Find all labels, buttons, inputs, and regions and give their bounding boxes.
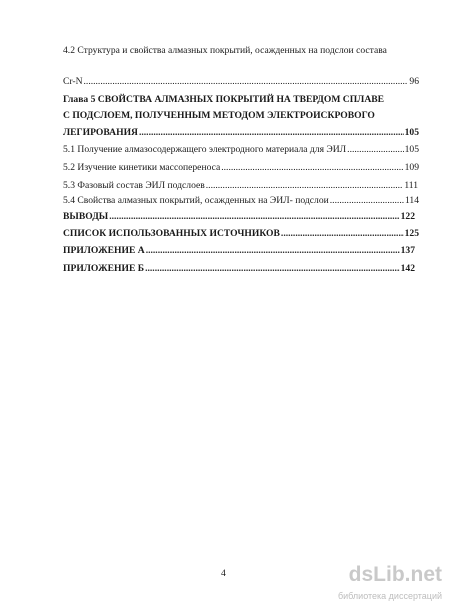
toc-entry-text: ПРИЛОЖЕНИЕ Б: [63, 263, 145, 274]
toc-chapter-5-line1: Глава 5 СВОЙСТВА АЛМАЗНЫХ ПОКРЫТИЙ НА ТВЕРДОМ СПЛАВЕ: [63, 94, 385, 105]
toc-leader-dots: [347, 144, 403, 156]
toc-entry-4-2-text: Cr-N: [63, 76, 83, 87]
toc-entry-text: 5.2 Изучение кинетики массопереноса: [63, 162, 221, 173]
toc-entry-5-4: [63, 195, 419, 207]
toc-entry-appendix-a: [63, 245, 415, 257]
toc-leader-dots: [139, 127, 404, 139]
toc-entry-text: 5.3 Фазовый состав ЭИЛ подслоев: [63, 180, 205, 191]
toc-leader-dots: [84, 76, 409, 88]
toc-chapter-5-text: ЛЕГИРОВАНИЯ: [63, 127, 138, 138]
toc-entry-5-2: [63, 162, 419, 174]
toc-entry-page: 114: [404, 195, 419, 206]
watermark-subtitle: библиотека диссертаций: [337, 591, 442, 601]
watermark-brand: dsLib.net: [348, 563, 442, 586]
toc-chapter-5-line2: С ПОДСЛОЕМ, ПОЛУЧЕННЫМ МЕТОДОМ ЭЛЕКТРОИСКРОВОГО: [63, 110, 375, 121]
toc-entry-5-1: [63, 144, 419, 156]
toc-leader-dots: [330, 195, 404, 207]
toc-entry-references: [63, 228, 419, 240]
toc-entry-page: 137: [400, 245, 415, 256]
toc-leader-dots: [221, 162, 403, 174]
watermark: [337, 563, 448, 609]
page-number: 4: [221, 568, 226, 579]
toc-chapter-5-line3: [63, 127, 419, 139]
toc-leader-dots: [281, 228, 404, 240]
toc-entry-text: 5.4 Свойства алмазных покрытий, осажденных на ЭИЛ- подслои: [63, 195, 329, 206]
toc-entry-4-2-page: 96: [409, 76, 419, 87]
toc-entry-page: 122: [400, 211, 415, 222]
toc-leader-dots: [109, 211, 399, 223]
toc-entry-conclusions: [63, 211, 415, 223]
toc-entry-page: 109: [404, 162, 419, 173]
toc-entry-text: 5.1 Получение алмазосодержащего электродного материала для ЭИЛ: [63, 144, 347, 155]
toc-entry-page: 142: [400, 263, 415, 274]
toc-entry-page: 105: [404, 144, 419, 155]
toc-chapter-5-page: 105: [404, 127, 419, 138]
toc-entry-4-2-line2: [63, 76, 419, 88]
toc-entry-text: СПИСОК ИСПОЛЬЗОВАННЫХ ИСТОЧНИКОВ: [63, 228, 280, 239]
toc-entry-text: ВЫВОДЫ: [63, 211, 109, 222]
toc-entry-5-3: [63, 180, 418, 192]
toc-entry-4-2-line1: 4.2 Структура и свойства алмазных покрытий, осажденных на подслои состава: [63, 45, 387, 56]
toc-entry-page: 111: [404, 180, 418, 191]
toc-entry-appendix-b: [63, 263, 415, 275]
toc-entry-page: 125: [404, 228, 419, 239]
toc-entry-text: ПРИЛОЖЕНИЕ А: [63, 245, 145, 256]
toc-leader-dots: [206, 180, 404, 192]
toc-leader-dots: [146, 245, 400, 257]
toc-leader-dots: [145, 263, 400, 275]
